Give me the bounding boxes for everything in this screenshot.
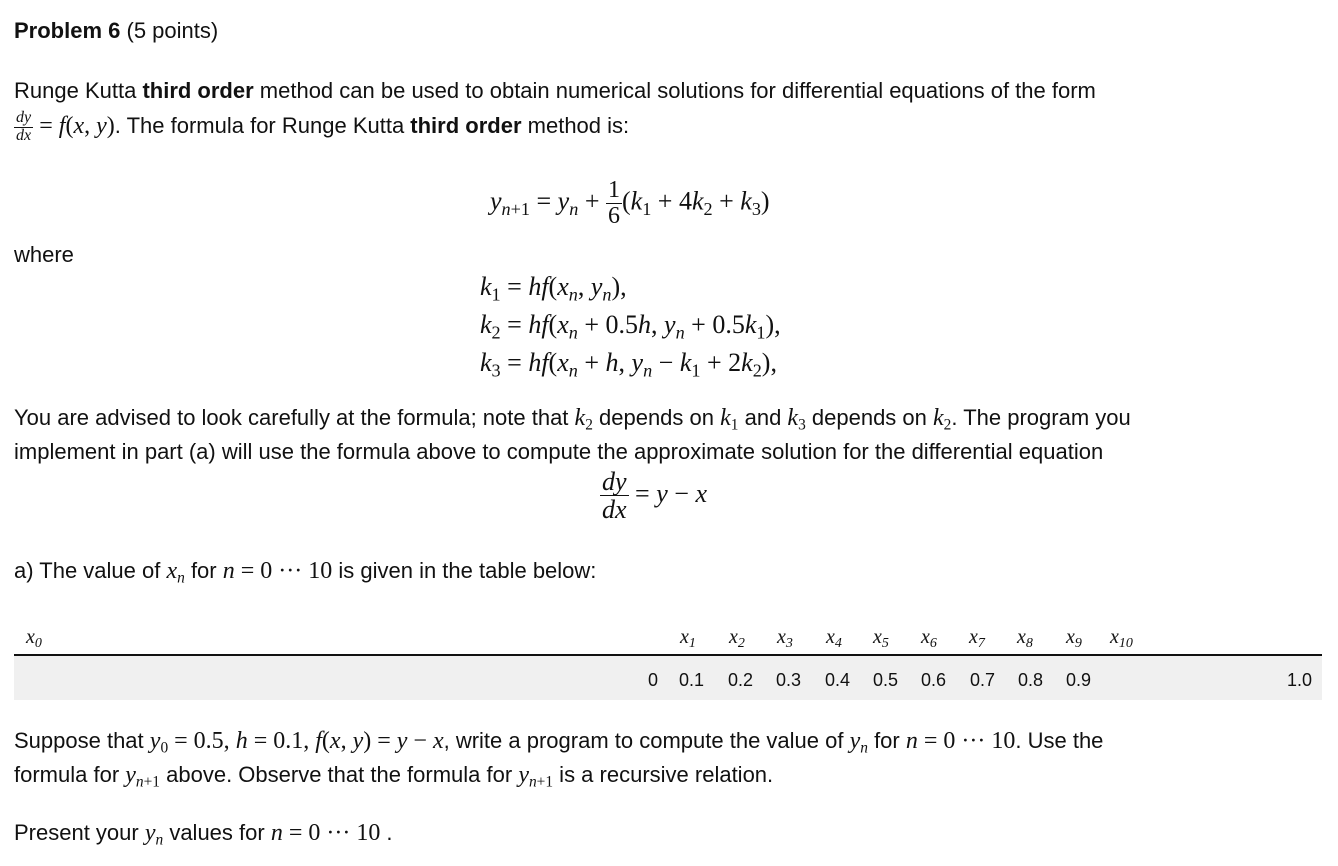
dy-dx-fraction: $\frac{dy}{dx}$ [16, 109, 32, 144]
intro-line-1 [14, 78, 1096, 104]
table-cell: 0 [647, 670, 658, 690]
k2-equation: $k_2 = hf(x_n + 0.5h$, $y_n + 0.5k_1$), [480, 310, 781, 343]
table-header-cell: $x_1$ [680, 626, 696, 652]
table-header-cell: $x_0$ [26, 626, 42, 652]
table-cell: 0.5 [872, 670, 898, 690]
table-header-cell: $x_4$ [826, 626, 842, 652]
table-header-cell: $x_3$ [777, 626, 793, 652]
suppose-text: is a recursive relation. [553, 762, 774, 787]
advice-line-2: implement in part (a) will use the formula above to compute the approximate solution for the differential equation [14, 439, 1104, 464]
table-header-cell: $x_2$ [729, 626, 745, 652]
table-header-cell: $x_9$ [1066, 626, 1082, 652]
suppose-line-1: Suppose that $y_0 = 0.5$, h = 0.1, f(x, y) = y − x, write a program to compute the value of $y_n$ for n = 0 ··· 10. Use the [14, 728, 1104, 757]
advice-text: You are advised to look carefully at the formula; note that [14, 405, 575, 430]
present-text: . [386, 820, 393, 845]
problem-heading [14, 18, 218, 44]
suppose-text: . Use the [1015, 728, 1104, 753]
suppose-text: for [867, 728, 906, 753]
intro-text: method can be used to obtain numerical solutions for differential equations of the form [253, 78, 1096, 103]
part-a-chunk: is given in the table below: [332, 558, 597, 583]
table-header-cell: $x_6$ [921, 626, 937, 652]
intro-text: Runge Kutta [14, 78, 143, 103]
present-text: values for [163, 820, 271, 845]
table-header-cell: $x_7$ [969, 626, 985, 652]
problem-points: (5 points) [126, 18, 219, 43]
advice-line-1: You are advised to look carefully at the formula; note that $k_2$ depends on $k_1$ and $k_3$ depends on $k_2$. The program you [14, 405, 1131, 434]
k1-equation: $k_1 = hf(x_n$, $y_n$), [480, 272, 627, 305]
intro-line-2: $\frac{dy}{dx}$ = f(x, y). The formula for Runge Kutta third order method is: [16, 109, 630, 144]
intro-text: . The formula for Runge Kutta [114, 113, 411, 139]
present-text: Present your [14, 820, 145, 845]
table-cell: 0.7 [969, 670, 995, 690]
suppose-text: formula for [14, 762, 126, 787]
table-header-cell: $x_{10}$ [1110, 626, 1133, 652]
suppose-line-2: formula for $y_{n+1}$ above. Observe that the formula for $y_{n+1}$ is a recursive relation. [14, 762, 774, 791]
suppose-text: , write a program to compute the value of [443, 728, 850, 753]
intro-text: method is: [521, 113, 630, 139]
advice-text: and [738, 405, 788, 430]
part-a-chunk: a) The value of [14, 558, 167, 583]
table-header-cell: $x_8$ [1017, 626, 1033, 652]
advice-text: . The program you [951, 405, 1131, 430]
intro-bold: third order [410, 113, 522, 139]
table-cell: 0.1 [678, 670, 704, 690]
table-cell: 0.8 [1017, 670, 1043, 690]
suppose-text: above. Observe that the formula for [160, 762, 519, 787]
intro-bold: third order [142, 78, 254, 103]
table-cell: 0.4 [824, 670, 850, 690]
table-cell: 0.6 [920, 670, 946, 690]
table-cell: 0.9 [1065, 670, 1091, 690]
where-label: where [14, 242, 74, 267]
k3-equation: $k_3 = hf(x_n + h$, $y_n - k_1 + 2k_2$), [480, 348, 777, 381]
table-cell: 0.3 [775, 670, 801, 690]
table-header-cell: $x_5$ [873, 626, 889, 652]
problem-title: Problem 6 [14, 18, 121, 43]
advice-text: depends on [592, 405, 721, 430]
rk3-formula: $y_{n+1} = y_n$ + $\frac{1}{6}$ $(k_1 + 4k_2 + k_3)$ [490, 177, 770, 230]
advice-text: depends on [805, 405, 934, 430]
part-a-chunk: for [184, 558, 223, 583]
part-a-text: a) The value of $x_n$ for n = 0 ··· 10 is given in the table below: [14, 558, 597, 587]
present-line: Present your $y_n$ values for n = 0 ··· 10 . [14, 820, 393, 849]
table-cell: 0.2 [727, 670, 753, 690]
ode-equation: $\frac{dy}{dx}$ = y − x [602, 467, 707, 525]
table-cell: 1.0 [1286, 670, 1312, 690]
suppose-text: Suppose that [14, 728, 150, 753]
